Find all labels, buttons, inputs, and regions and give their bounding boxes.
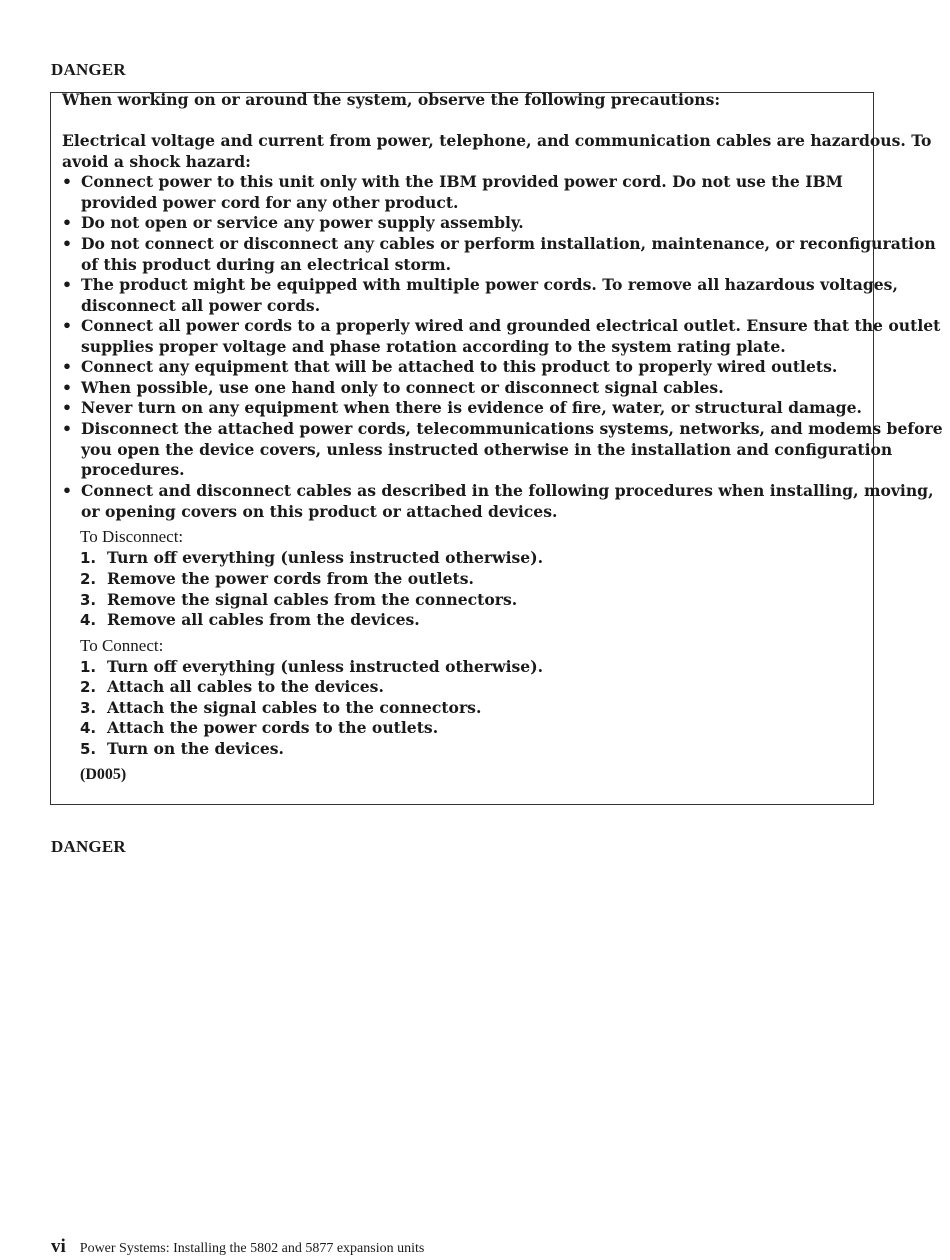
intro-shock-line-2: avoid a shock hazard: — [62, 151, 251, 171]
step-text: Attach the signal cables to the connectors. — [107, 698, 482, 717]
bullet-line: of this product during an electrical storm. — [81, 254, 452, 274]
notice-code: (D005) — [80, 766, 127, 783]
step-text: Remove the signal cables from the connectors. — [107, 590, 518, 609]
bullet-glyph: • — [62, 172, 72, 191]
step-text: Remove all cables from the devices. — [107, 610, 420, 629]
bullet-line: provided power cord for any other product. — [81, 192, 459, 212]
page-number: vi — [51, 1236, 66, 1257]
bullet-line: When possible, use one hand only to connect or disconnect signal cables. — [81, 378, 724, 397]
bullet-line: Never turn on any equipment when there is evidence of fire, water, or structural damage. — [81, 398, 862, 417]
bullet-glyph: • — [62, 481, 72, 500]
bullet-line: disconnect all power cords. — [81, 295, 321, 315]
connect-title: To Connect: — [80, 636, 164, 655]
bullet-line: you open the device covers, unless instructed otherwise in the installation and configuration — [81, 439, 893, 459]
bullet-glyph: • — [62, 398, 72, 417]
bullet-line: Do not open or service any power supply assembly. — [81, 213, 524, 232]
bullet-line: or opening covers on this product or attached devices. — [81, 501, 558, 521]
step-text: Attach all cables to the devices. — [107, 677, 384, 696]
bullet-glyph: • — [62, 213, 72, 232]
bullet-line: The product might be equipped with multiple power cords. To remove all hazardous voltages, — [81, 275, 898, 294]
step-number: 5. — [80, 740, 97, 758]
step-text: Turn off everything (unless instructed otherwise). — [107, 657, 544, 676]
danger-notice-box — [50, 90, 943, 805]
bullet-line: procedures. — [81, 460, 185, 480]
bullet-line: Connect power to this unit only with the IBM provided power cord. Do not use the IBM — [81, 172, 843, 191]
bullet-glyph: • — [62, 378, 72, 397]
intro-shock-line-1: Electrical voltage and current from power, telephone, and communication cables are hazardous. To — [62, 131, 932, 150]
bullet-line: supplies proper voltage and phase rotation according to the system rating plate. — [81, 336, 786, 356]
step-text: Attach the power cords to the outlets. — [107, 718, 439, 737]
step-number: 3. — [80, 699, 97, 717]
step-text: Turn on the devices. — [107, 739, 284, 758]
bullet-line: Disconnect the attached power cords, telecommunications systems, networks, and modems before — [81, 419, 943, 438]
bullet-line: Connect any equipment that will be attached to this product to properly wired outlets. — [81, 357, 838, 376]
footer-title: Power Systems: Installing the 5802 and 5877 expansion units — [79, 1241, 425, 1256]
disconnect-title: To Disconnect: — [80, 527, 184, 546]
step-number: 2. — [80, 570, 97, 588]
intro-precautions: When working on or around the system, observe the following precautions: — [62, 90, 721, 109]
step-number: 4. — [80, 611, 97, 629]
step-text: Turn off everything (unless instructed otherwise). — [107, 548, 544, 567]
bullet-glyph: • — [62, 275, 72, 294]
step-number: 3. — [80, 591, 97, 609]
page-footer — [51, 1236, 424, 1258]
bullet-line: Connect all power cords to a properly wired and grounded electrical outlet. Ensure that the outlet — [81, 316, 941, 335]
bullet-line: Do not connect or disconnect any cables or perform installation, maintenance, or reconfiguration — [81, 234, 936, 253]
step-text: Remove the power cords from the outlets. — [107, 569, 474, 588]
bullet-glyph: • — [62, 316, 72, 335]
step-number: 1. — [80, 658, 97, 676]
step-number: 2. — [80, 678, 97, 696]
bullet-line: Connect and disconnect cables as described in the following procedures when installing, moving, — [81, 481, 934, 500]
step-number: 4. — [80, 719, 97, 737]
bullet-glyph: • — [62, 357, 72, 376]
bullet-glyph: • — [62, 234, 72, 253]
step-number: 1. — [80, 549, 97, 567]
bullet-glyph: • — [62, 419, 72, 438]
danger-heading: DANGER — [51, 837, 126, 856]
danger-heading: DANGER — [51, 60, 126, 79]
